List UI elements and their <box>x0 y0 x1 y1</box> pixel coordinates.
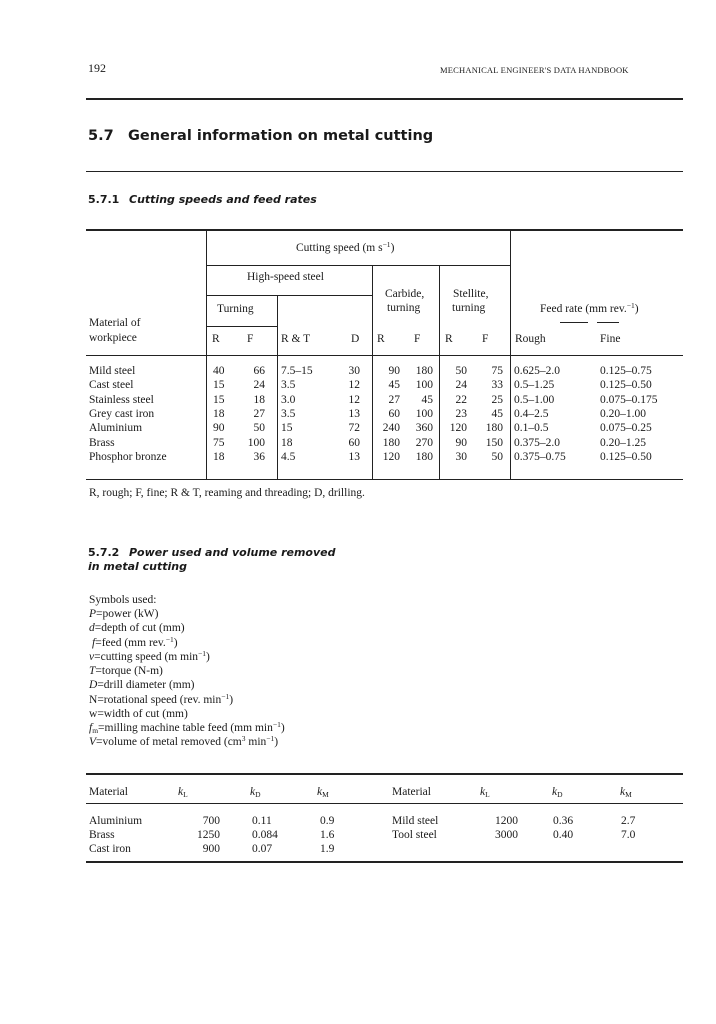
t2-cell-kl: 1250 <box>197 829 220 841</box>
cell-stellite-r: 30 <box>455 451 467 463</box>
t2-cell-km: 0.9 <box>320 815 335 827</box>
cell-carbide-f: 360 <box>415 422 433 434</box>
subsection1-number: 5.7.1 <box>88 193 120 206</box>
t2-cell-kd: 0.40 <box>553 829 574 841</box>
cell-material: Brass <box>89 437 115 449</box>
cell-hss-f: 36 <box>253 451 265 463</box>
cell-hss-r: 90 <box>213 422 225 434</box>
cell-d: 13 <box>348 408 360 420</box>
t2-header-kl: $k_L$ <box>178 786 188 799</box>
cell-hss-r: 18 <box>213 408 225 420</box>
cell-feed-rough: 0.5–1.00 <box>514 394 555 406</box>
cell-feed-rough: 0.4–2.5 <box>514 408 549 420</box>
cell-rt: 18 <box>281 437 293 449</box>
header-carbide-turning: turning <box>387 302 421 314</box>
header-rule <box>86 98 683 100</box>
cell-stellite-r: 120 <box>449 422 467 434</box>
page-number: 192 <box>88 61 106 75</box>
header-r: R <box>377 333 385 345</box>
symbol-table-feed: $f_m=milling$ machine table feed (mm $\min^{-1}$) <box>89 720 285 735</box>
cell-d: 30 <box>348 365 360 377</box>
table1-note: R, rough; F, fine; R & T, reaming and threading; D, drilling. <box>89 487 365 499</box>
cell-rt: 4.5 <box>281 451 296 463</box>
header-workpiece: workpiece <box>89 332 137 344</box>
cell-carbide-f: 100 <box>415 408 433 420</box>
header-cutting-speed: Cutting speed (m $s^{-1}$) <box>296 240 395 254</box>
cell-carbide-r: 120 <box>382 451 400 463</box>
cell-stellite-r: 23 <box>455 408 467 420</box>
table1-rule <box>597 322 619 323</box>
cell-d: 12 <box>348 379 360 391</box>
cell-d: 12 <box>348 394 360 406</box>
cell-stellite-f: 33 <box>491 379 503 391</box>
cell-rt: 7.5–15 <box>281 365 313 377</box>
cell-stellite-f: 50 <box>491 451 503 463</box>
t2-cell-kl: 700 <box>202 815 220 827</box>
t2-cell-material: Mild steel <box>392 815 439 827</box>
header-f: F <box>414 333 421 345</box>
symbol-depth: d=depth of cut (mm) <box>89 622 185 634</box>
t2-header-material: Material <box>392 786 431 798</box>
table1-bottom-rule <box>86 479 683 480</box>
cell-feed-fine: 0.125–0.50 <box>600 379 652 391</box>
header-f: F <box>247 333 254 345</box>
subsection2-number: 5.7.2 <box>88 546 120 559</box>
cell-stellite-f: 25 <box>491 394 503 406</box>
table2-bottom-rule <box>86 861 683 863</box>
header-stellite: Stellite, <box>453 288 489 300</box>
cell-hss-r: 15 <box>213 379 225 391</box>
t2-cell-km: 2.7 <box>621 815 636 827</box>
cell-stellite-f: 75 <box>491 365 503 377</box>
cell-hss-f: 66 <box>253 365 265 377</box>
cell-d: 13 <box>348 451 360 463</box>
t2-cell-material: Aluminium <box>89 815 143 827</box>
table1-rule <box>206 265 510 266</box>
symbol-power: P=power (kW) <box>89 608 159 620</box>
header-material-of: Material of <box>89 317 141 329</box>
cell-feed-fine: 0.125–0.50 <box>600 451 652 463</box>
table1-rule <box>206 326 277 327</box>
cell-feed-fine: 0.125–0.75 <box>600 365 652 377</box>
cell-carbide-r: 180 <box>382 437 400 449</box>
header-feed-rate: Feed rate (mm rev.$^{-1}$) <box>540 301 639 315</box>
t2-header-kl: $k_L$ <box>480 786 490 799</box>
cell-carbide-f: 45 <box>421 394 433 406</box>
symbol-volume: V=volume of metal removed ($cm^3$ $\min^{-1}$) <box>89 734 279 748</box>
cell-carbide-r: 27 <box>388 394 400 406</box>
header-carbide: Carbide, <box>385 288 425 300</box>
cell-d: 60 <box>348 437 360 449</box>
header-r: R <box>445 333 453 345</box>
cell-material: Grey cast iron <box>89 408 155 420</box>
header-rt: R & T <box>281 333 311 345</box>
table-row <box>0 393 716 408</box>
symbol-drill-diameter: D=drill diameter (mm) <box>89 679 195 691</box>
subsection2-title-line2: in metal cutting <box>88 560 187 573</box>
cell-stellite-r: 22 <box>455 394 467 406</box>
cell-stellite-r: 24 <box>455 379 467 391</box>
header-f: F <box>482 333 489 345</box>
t2-cell-kd: 0.11 <box>252 815 272 827</box>
subsection1-title: Cutting speeds and feed rates <box>129 193 317 206</box>
cell-stellite-f: 180 <box>485 422 503 434</box>
cell-feed-fine: 0.20–1.25 <box>600 437 646 449</box>
cell-hss-f: 18 <box>253 394 265 406</box>
table1-rule <box>560 322 588 323</box>
t2-header-kd: $k_D$ <box>250 786 261 799</box>
t2-cell-km: 1.6 <box>320 829 335 841</box>
cell-rt: 3.0 <box>281 394 296 406</box>
cell-stellite-f: 45 <box>491 408 503 420</box>
table-row <box>0 450 716 465</box>
running-title: MECHANICAL ENGINEER'S DATA HANDBOOK <box>440 65 629 75</box>
cell-feed-rough: 0.1–0.5 <box>514 422 549 434</box>
symbol-speed: v=cutting speed (m $\min^{-1}$) <box>89 649 210 663</box>
table-row <box>0 378 716 393</box>
header-stellite-turning: turning <box>452 302 486 314</box>
t2-cell-material: Cast iron <box>89 843 131 855</box>
cell-material: Mild steel <box>89 365 136 377</box>
section-title: General information on metal cutting <box>128 128 434 144</box>
cell-feed-rough: 0.375–0.75 <box>514 451 566 463</box>
table2-header-rule <box>86 803 683 804</box>
t2-cell-kd: 0.07 <box>252 843 273 855</box>
table1-header-rule <box>86 355 683 356</box>
header-turning: Turning <box>217 303 254 315</box>
cell-hss-f: 100 <box>247 437 265 449</box>
cell-hss-r: 18 <box>213 451 225 463</box>
cell-d: 72 <box>348 422 360 434</box>
section-number: 5.7 <box>88 128 114 144</box>
cell-carbide-r: 240 <box>382 422 400 434</box>
cell-feed-rough: 0.375–2.0 <box>514 437 560 449</box>
section-rule <box>86 171 683 172</box>
table-row <box>0 407 716 422</box>
cell-carbide-f: 180 <box>415 451 433 463</box>
t2-cell-material: Brass <box>89 829 115 841</box>
t2-cell-km: 1.9 <box>320 843 335 855</box>
cell-rt: 3.5 <box>281 408 296 420</box>
cell-rt: 15 <box>281 422 293 434</box>
cell-hss-f: 50 <box>253 422 265 434</box>
t2-cell-kd: 0.36 <box>553 815 574 827</box>
cell-feed-rough: 0.5–1.25 <box>514 379 555 391</box>
table-row <box>0 364 716 379</box>
t2-cell-kl: 900 <box>202 843 220 855</box>
t2-cell-kl: 3000 <box>495 829 518 841</box>
cell-material: Stainless steel <box>89 394 154 406</box>
t2-cell-kl: 1200 <box>495 815 518 827</box>
cell-feed-fine: 0.20–1.00 <box>600 408 646 420</box>
cell-feed-fine: 0.075–0.175 <box>600 394 658 406</box>
cell-carbide-f: 100 <box>415 379 433 391</box>
t2-header-kd: $k_D$ <box>552 786 563 799</box>
cell-carbide-r: 45 <box>388 379 400 391</box>
symbol-width: w=width of cut (mm) <box>89 708 188 720</box>
cell-material: Phosphor bronze <box>89 451 167 463</box>
cell-material: Cast steel <box>89 379 134 391</box>
header-fine: Fine <box>600 333 621 345</box>
cell-carbide-f: 180 <box>415 365 433 377</box>
cell-feed-rough: 0.625–2.0 <box>514 365 560 377</box>
table-row <box>0 421 716 436</box>
symbol-feed: f=feed (mm rev.$^{-1}$) <box>92 635 178 649</box>
t2-header-km: $k_M$ <box>317 786 329 799</box>
cell-carbide-f: 270 <box>415 437 433 449</box>
table-row <box>0 436 716 451</box>
header-d: D <box>351 333 360 345</box>
cell-material: Aluminium <box>89 422 143 434</box>
t2-header-km: $k_M$ <box>620 786 632 799</box>
t2-header-material: Material <box>89 786 128 798</box>
header-r: R <box>212 333 220 345</box>
cell-stellite-r: 50 <box>455 365 467 377</box>
cell-hss-f: 27 <box>253 408 265 420</box>
cell-stellite-r: 90 <box>455 437 467 449</box>
cell-stellite-f: 150 <box>485 437 503 449</box>
symbols-heading: Symbols used: <box>89 594 157 606</box>
cell-hss-r: 15 <box>213 394 225 406</box>
header-high-speed-steel: High-speed steel <box>247 271 324 283</box>
cell-carbide-r: 60 <box>388 408 400 420</box>
symbol-torque: T=torque (N-m) <box>89 665 163 677</box>
table2-top-rule <box>86 773 683 775</box>
t2-cell-kd: 0.084 <box>252 829 278 841</box>
header-rough: Rough <box>515 333 546 345</box>
t2-cell-material: Tool steel <box>392 829 437 841</box>
table1-top-rule <box>86 229 683 231</box>
symbol-rotational-speed: N=rotational speed (rev. $\min^{-1}$) <box>89 692 234 706</box>
cell-hss-f: 24 <box>253 379 265 391</box>
cell-hss-r: 40 <box>213 365 225 377</box>
cell-rt: 3.5 <box>281 379 296 391</box>
cell-carbide-r: 90 <box>388 365 400 377</box>
subsection2-title: Power used and volume removed <box>129 546 336 559</box>
cell-feed-fine: 0.075–0.25 <box>600 422 652 434</box>
cell-hss-r: 75 <box>213 437 225 449</box>
table1-rule <box>206 295 372 296</box>
t2-cell-km: 7.0 <box>621 829 636 841</box>
